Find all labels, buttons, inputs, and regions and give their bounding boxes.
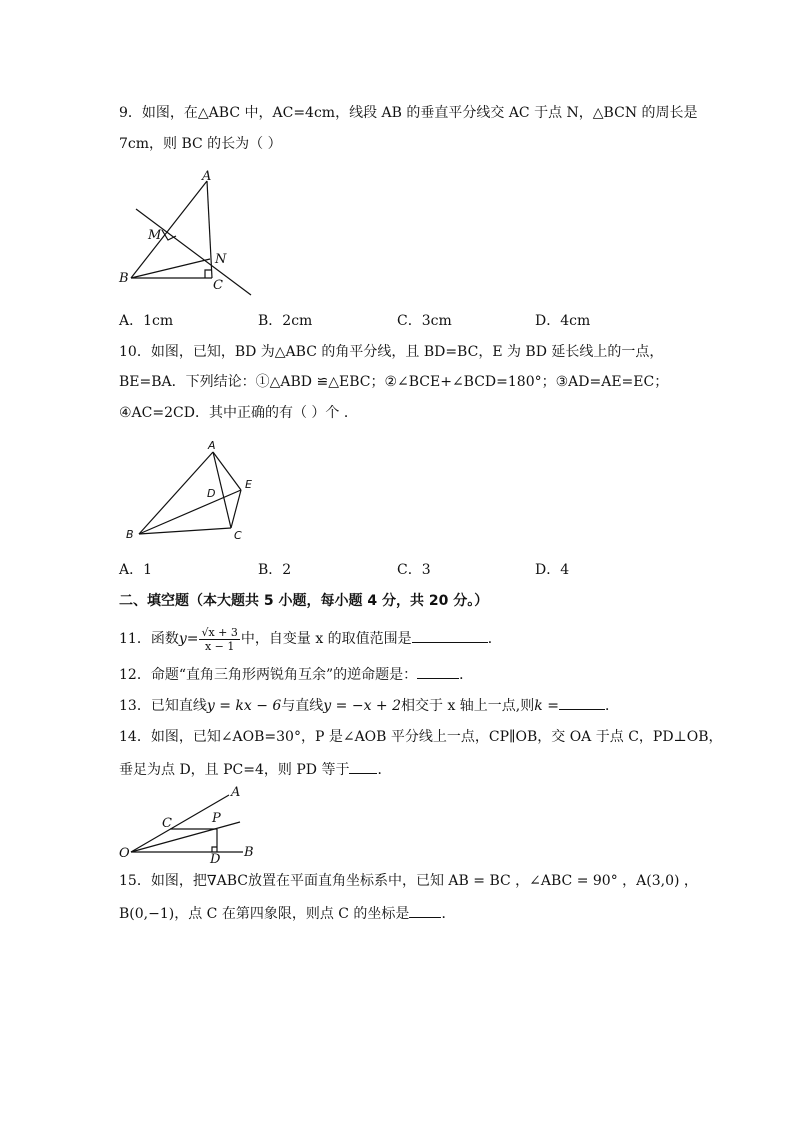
q13-prefix: 13．已知直线 — [119, 698, 207, 714]
q11-prefix: 11．函数 — [119, 631, 179, 647]
q10-text-line3: ④AC=2CD．其中正确的有（ ）个 ． — [119, 405, 358, 421]
q9-label-n: N — [215, 252, 227, 267]
q13-end: ． — [604, 698, 619, 714]
q10-text-line1: 10．如图，已知，BD 为△ABC 的角平分线，且 BD=BC，E 为 BD 延长线上的一点， — [119, 344, 664, 360]
q9-label-b: B — [119, 271, 129, 286]
q14-line2-prefix: 垂足为点 D，且 PC=4，则 PD 等于 — [119, 762, 350, 778]
q15-line2 — [119, 903, 455, 924]
q14-end: ． — [377, 762, 392, 778]
q10-label-d: D — [207, 487, 216, 500]
q14-label-p: P — [212, 811, 221, 826]
q10-option-d: D．4 — [535, 562, 570, 578]
section2-title: 二、填空题（本大题共 5 小题，每小题 4 分，共 20 分。） — [119, 593, 489, 609]
q12-end: ． — [459, 667, 474, 683]
q14-label-c: C — [162, 816, 172, 831]
q14-label-d: D — [210, 852, 221, 867]
q10-option-c: C．3 — [397, 562, 431, 578]
q15-text-line1: 15．如图，把∇ABC放置在平面直角坐标系中，已知 AB = BC ，∠ABC = 90° ，A(3,0) ， — [119, 873, 698, 889]
q9-text-line1: 9．如图，在△ABC 中，AC=4cm，线段 AB 的垂直平分线交 AC 于点 N，△BCN 的周长是 — [119, 105, 698, 121]
q13-k-eq: k = — [534, 698, 559, 714]
q15-end: ． — [441, 906, 456, 922]
q13-expr1: y = kx − 6 — [206, 698, 282, 714]
q9-option-d: D．4cm — [535, 313, 591, 329]
q13-expr2: y = −x + 2 — [323, 698, 402, 714]
q10-label-c: C — [234, 529, 242, 542]
q10-label-b: B — [126, 528, 134, 541]
q10-label-e: E — [245, 478, 252, 491]
q9-option-c: C．3cm — [397, 313, 452, 329]
q10-option-b: B．2 — [258, 562, 292, 578]
q11-numerator: √x + 3 — [201, 625, 238, 639]
q14-label-o: O — [119, 846, 130, 861]
q15-answer-blank[interactable] — [409, 903, 441, 918]
q9-option-b: B．2cm — [258, 313, 313, 329]
q9-label-m: M — [148, 228, 162, 243]
q15-line2-prefix: B(0,−1)，点 C 在第四象限，则点 C 的坐标是 — [119, 906, 410, 922]
q10-text-line2: BE=BA．下列结论：①△ABD ≌△EBC；②∠BCE+∠BCD=180°；③AD=AE=EC； — [119, 374, 669, 390]
q14-label-a: A — [231, 785, 241, 800]
q14-text-line1: 14．如图，已知∠AOB=30°，P 是∠AOB 平分线上一点，CP∥OB，交 OA 于点 C，PD⊥OB， — [119, 729, 723, 745]
q13-suffix: 相交于 x 轴上一点,则 — [401, 698, 535, 714]
q9-label-a: A — [202, 169, 212, 184]
q9-label-c: C — [213, 278, 223, 293]
q13-mid: 与直线 — [281, 698, 324, 714]
q9-text-line2: 7cm，则 BC 的长为（ ） — [119, 136, 282, 152]
q14-label-b: B — [244, 845, 254, 860]
q9-option-a: A．1cm — [119, 313, 174, 329]
q12-text: 12．命题“直角三角形两锐角互余”的逆命题是： — [119, 667, 418, 683]
q11-end: ． — [487, 631, 502, 647]
q11-suffix: 中，自变量 x 的取值范围是 — [240, 631, 412, 647]
q10-option-a: A．1 — [119, 562, 153, 578]
q11-y-eq: y= — [178, 631, 199, 647]
q10-label-a: A — [208, 439, 216, 452]
q11-denominator: x − 1 — [204, 639, 235, 653]
